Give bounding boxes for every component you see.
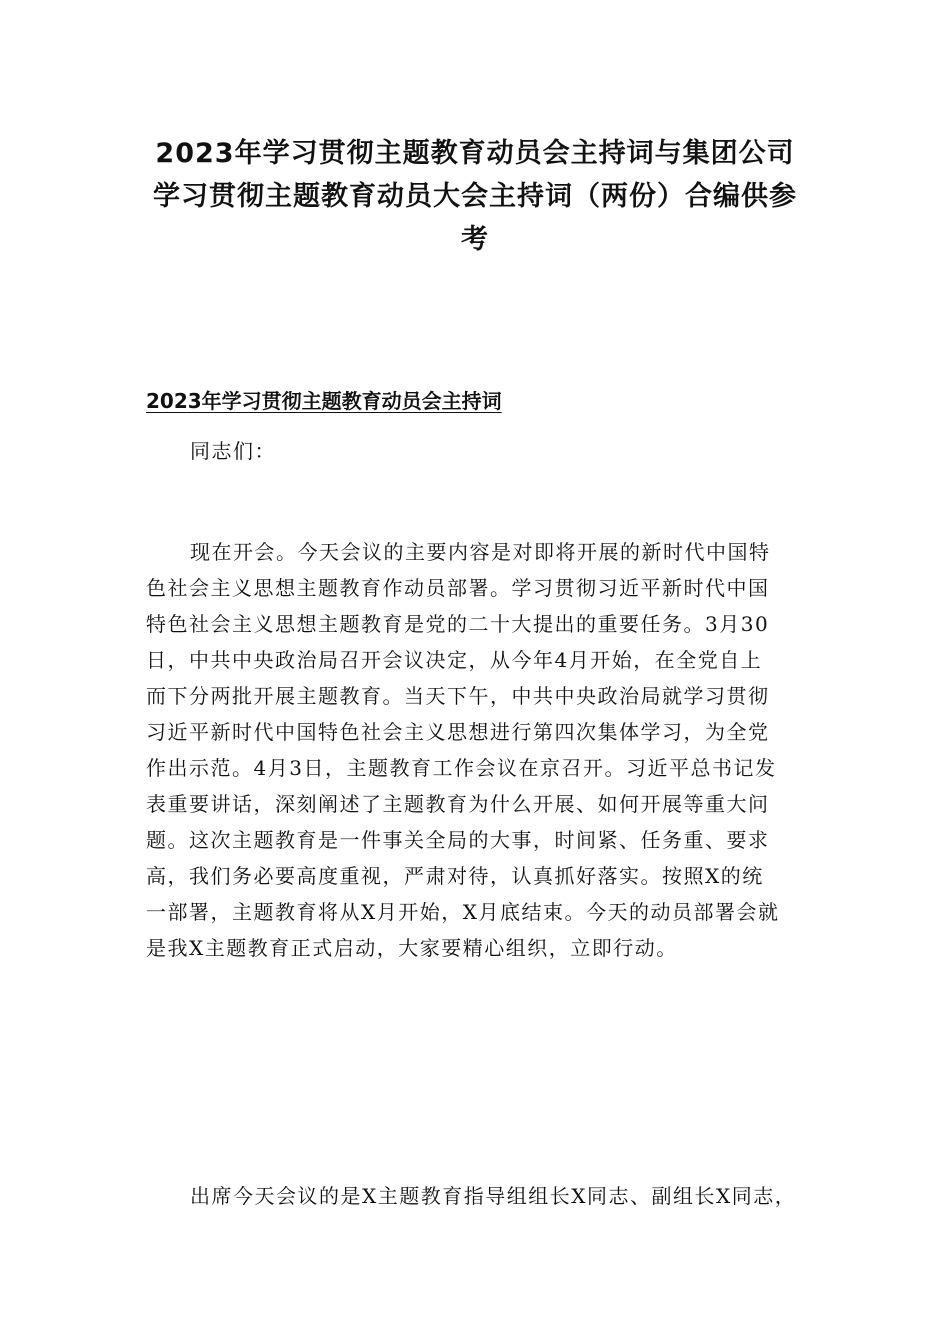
section-heading: 2023年学习贯彻主题教育动员会主持词 bbox=[146, 389, 502, 413]
paragraph-line: 特色社会主义思想主题教育是党的二十大提出的重要任务。3月30 bbox=[146, 612, 770, 636]
greeting bbox=[146, 433, 816, 469]
paragraph-line: 而下分两批开展主题教育。当天下午，中共中央政治局就学习贯彻 bbox=[146, 684, 770, 708]
title-line-3: 考 bbox=[461, 224, 489, 255]
paragraph-line: 一部署，主题教育将从X月开始，X月底结束。今天的动员部署会就 bbox=[146, 900, 780, 924]
paragraph-line: 高，我们务必要高度重视，严肃对待，认真抓好落实。按照X的统 bbox=[146, 864, 764, 888]
paragraph-line: 习近平新时代中国特色社会主义思想进行第四次集体学习，为全党 bbox=[146, 720, 770, 744]
paragraph-1 bbox=[146, 534, 816, 966]
greeting-text: 同志们： bbox=[190, 439, 276, 463]
paragraph-line: 现在开会。今天会议的主要内容是对即将开展的新时代中国特 bbox=[190, 540, 771, 564]
paragraph-line: 出席今天会议的是X主题教育指导组组长X同志、副组长X同志， bbox=[190, 1184, 797, 1208]
paragraph-line: 作出示范。4月3日，主题教育工作会议在京召开。习近平总书记发 bbox=[146, 756, 777, 780]
paragraph-line: 色社会主义思想主题教育作动员部署。学习贯彻习近平新时代中国 bbox=[146, 576, 770, 600]
paragraph-line: 题。这次主题教育是一件事关全局的大事，时间紧、任务重、要求 bbox=[146, 828, 770, 852]
title-line-2: 学习贯彻主题教育动员大会主持词（两份）合编供参 bbox=[153, 181, 797, 212]
document-title bbox=[130, 132, 820, 261]
paragraph-line: 是我X主题教育正式启动，大家要精心组织，立即行动。 bbox=[146, 936, 678, 960]
paragraph-line: 日，中共中央政治局召开会议决定，从今年4月开始，在全党自上 bbox=[146, 648, 763, 672]
paragraph-line: 表重要讲话，深刻阐述了主题教育为什么开展、如何开展等重大问 bbox=[146, 792, 770, 816]
paragraph-2 bbox=[146, 1178, 816, 1214]
title-line-1: 2023年学习贯彻主题教育动员会主持词与集团公司 bbox=[155, 138, 795, 169]
